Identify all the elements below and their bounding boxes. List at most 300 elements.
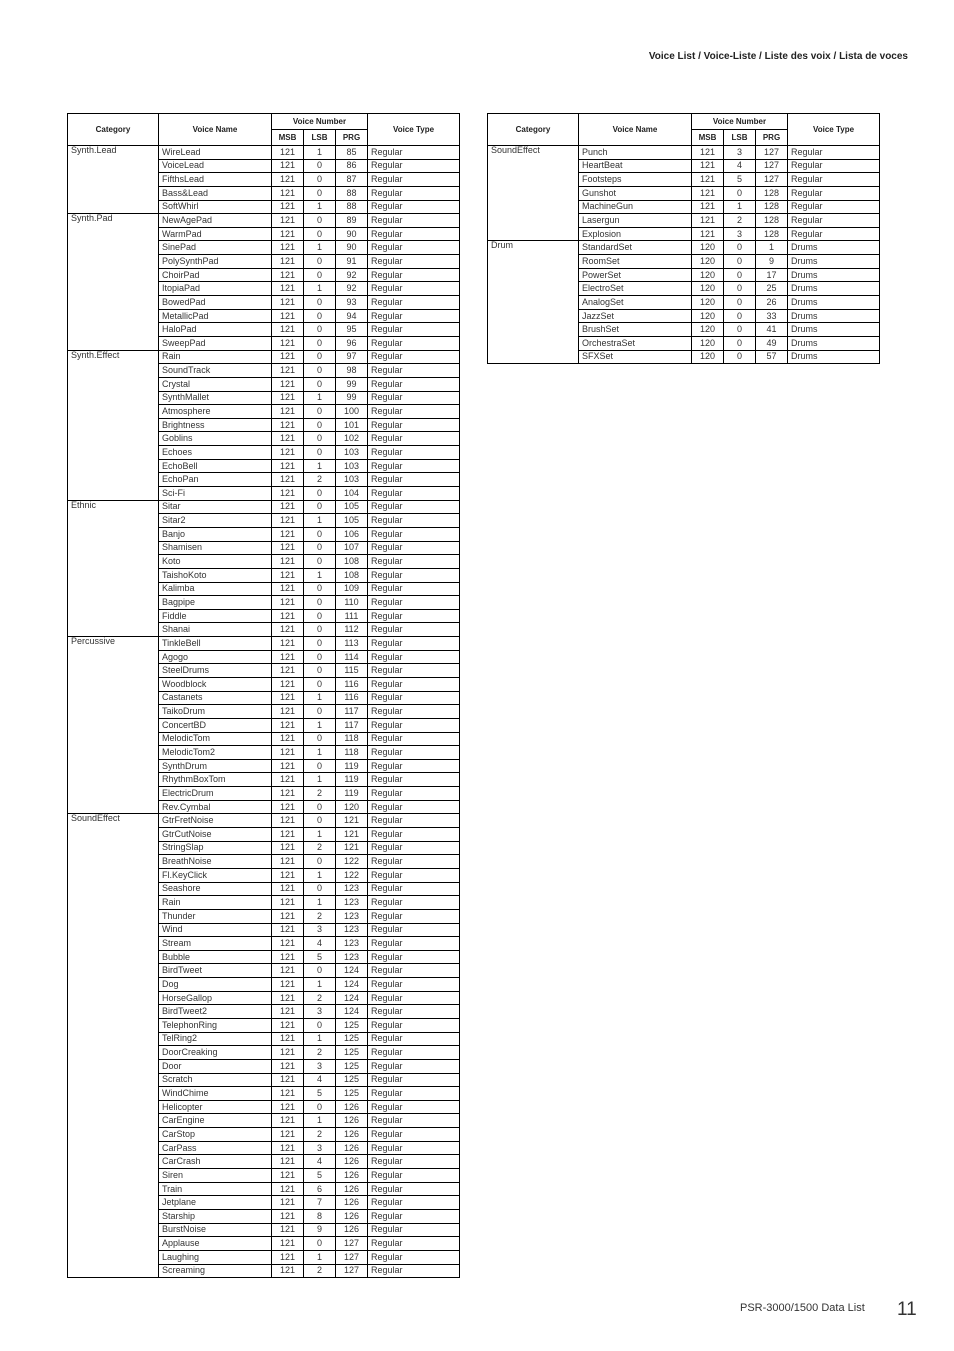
category-cell: [68, 391, 159, 405]
table-row: [68, 582, 460, 596]
prg-cell: 128: [756, 227, 788, 241]
voice-type-cell: Regular: [368, 1169, 460, 1183]
lsb-cell: 1: [304, 200, 336, 214]
voice-name-cell: BirdTweet: [159, 964, 272, 978]
category-cell: [68, 336, 159, 350]
msb-cell: 121: [272, 282, 304, 296]
msb-cell: 121: [272, 1046, 304, 1060]
lsb-cell: 0: [304, 255, 336, 269]
footer-document-title: PSR-3000/1500 Data List: [740, 1302, 865, 1314]
category-cell: [68, 241, 159, 255]
voice-name-cell: VoiceLead: [159, 159, 272, 173]
msb-cell: 121: [272, 541, 304, 555]
voice-name-cell: Sci-Fi: [159, 487, 272, 501]
lsb-cell: 7: [304, 1196, 336, 1210]
lsb-cell: 6: [304, 1182, 336, 1196]
table-row: [68, 609, 460, 623]
category-cell: [68, 1128, 159, 1142]
msb-cell: 121: [272, 759, 304, 773]
voice-type-cell: Regular: [368, 473, 460, 487]
lsb-cell: 0: [304, 1100, 336, 1114]
category-cell: [68, 159, 159, 173]
table-row: [488, 268, 880, 282]
prg-cell: 118: [336, 732, 368, 746]
category-cell: [68, 418, 159, 432]
table-row: [68, 1005, 460, 1019]
voice-type-cell: Regular: [368, 1237, 460, 1251]
table-row: [68, 186, 460, 200]
lsb-cell: 2: [304, 909, 336, 923]
lsb-cell: 2: [304, 1128, 336, 1142]
column-header-voice-type: Voice Type: [788, 114, 880, 146]
voice-type-cell: Drums: [788, 323, 880, 337]
voice-type-cell: Drums: [788, 336, 880, 350]
prg-cell: 100: [336, 405, 368, 419]
table-row: [68, 923, 460, 937]
category-cell: [68, 732, 159, 746]
voice-type-cell: Regular: [368, 1046, 460, 1060]
voice-name-cell: Stream: [159, 937, 272, 951]
msb-cell: 121: [272, 159, 304, 173]
table-row: [68, 336, 460, 350]
column-header-voice-name: Voice Name: [579, 114, 692, 146]
voice-name-cell: Shamisen: [159, 541, 272, 555]
table-row: [68, 773, 460, 787]
lsb-cell: 0: [304, 732, 336, 746]
table-row: [68, 705, 460, 719]
voice-name-cell: PolySynthPad: [159, 255, 272, 269]
category-cell: [68, 787, 159, 801]
lsb-cell: 0: [304, 487, 336, 501]
msb-cell: 121: [272, 500, 304, 514]
voice-name-cell: Footsteps: [579, 173, 692, 187]
category-cell: [68, 868, 159, 882]
voice-name-cell: Banjo: [159, 527, 272, 541]
table-row: [488, 255, 880, 269]
table-row: [68, 487, 460, 501]
table-row: [488, 200, 880, 214]
category-cell: [68, 1196, 159, 1210]
msb-cell: 120: [692, 336, 724, 350]
prg-cell: 102: [336, 432, 368, 446]
voice-type-cell: Regular: [368, 855, 460, 869]
msb-cell: 121: [272, 650, 304, 664]
voice-name-cell: Lasergun: [579, 214, 692, 228]
table-row: [488, 350, 880, 364]
voice-type-cell: Regular: [368, 487, 460, 501]
lsb-cell: 0: [304, 214, 336, 228]
voice-name-cell: Bubble: [159, 950, 272, 964]
msb-cell: 121: [272, 677, 304, 691]
lsb-cell: 0: [304, 705, 336, 719]
msb-cell: 121: [272, 1264, 304, 1278]
category-cell: [68, 991, 159, 1005]
category-cell: [68, 623, 159, 637]
category-cell: [68, 555, 159, 569]
category-cell: [68, 568, 159, 582]
msb-cell: 121: [272, 1005, 304, 1019]
voice-type-cell: Regular: [368, 1141, 460, 1155]
category-cell: [68, 377, 159, 391]
msb-cell: 121: [272, 1019, 304, 1033]
category-cell: [68, 841, 159, 855]
voice-type-cell: Regular: [368, 1196, 460, 1210]
voice-list-table-left: [67, 113, 460, 1278]
msb-cell: 121: [272, 691, 304, 705]
category-cell: Percussive: [68, 637, 159, 651]
prg-cell: 91: [336, 255, 368, 269]
msb-cell: 121: [272, 1059, 304, 1073]
category-cell: [488, 255, 579, 269]
table-row: [68, 500, 460, 514]
voice-type-cell: Regular: [368, 841, 460, 855]
voice-name-cell: PowerSet: [579, 268, 692, 282]
voice-type-cell: Regular: [368, 923, 460, 937]
prg-cell: 116: [336, 691, 368, 705]
prg-cell: 126: [336, 1196, 368, 1210]
prg-cell: 85: [336, 146, 368, 160]
voice-type-cell: Regular: [368, 1264, 460, 1278]
lsb-cell: 2: [304, 1046, 336, 1060]
msb-cell: 121: [272, 814, 304, 828]
table-row: [68, 377, 460, 391]
column-header-voice-number: Voice Number: [272, 114, 368, 130]
msb-cell: 121: [272, 336, 304, 350]
lsb-cell: 0: [304, 527, 336, 541]
prg-cell: 123: [336, 896, 368, 910]
voice-name-cell: SteelDrums: [159, 664, 272, 678]
msb-cell: 121: [692, 186, 724, 200]
page-header-title: Voice List / Voice-Liste / Liste des voix / Lista de voces: [648, 51, 908, 62]
voice-name-cell: Laughing: [159, 1250, 272, 1264]
table-row: [68, 759, 460, 773]
voice-name-cell: BreathNoise: [159, 855, 272, 869]
prg-cell: 128: [756, 214, 788, 228]
voice-name-cell: SoftWhirl: [159, 200, 272, 214]
msb-cell: 121: [272, 732, 304, 746]
msb-cell: 121: [272, 1141, 304, 1155]
prg-cell: 105: [336, 514, 368, 528]
prg-cell: 88: [336, 186, 368, 200]
lsb-cell: 4: [304, 937, 336, 951]
lsb-cell: 1: [304, 978, 336, 992]
voice-type-cell: Regular: [788, 200, 880, 214]
voice-type-cell: Regular: [368, 828, 460, 842]
voice-name-cell: Koto: [159, 555, 272, 569]
voice-name-cell: Fiddle: [159, 609, 272, 623]
lsb-cell: 1: [304, 746, 336, 760]
voice-name-cell: Echoes: [159, 446, 272, 460]
prg-cell: 96: [336, 336, 368, 350]
category-cell: [68, 828, 159, 842]
voice-name-cell: AnalogSet: [579, 296, 692, 310]
voice-type-cell: Drums: [788, 350, 880, 364]
category-cell: Drum: [488, 241, 579, 255]
msb-cell: 121: [272, 527, 304, 541]
lsb-cell: 8: [304, 1209, 336, 1223]
msb-cell: 121: [272, 1155, 304, 1169]
table-row: [68, 1237, 460, 1251]
lsb-cell: 3: [304, 1005, 336, 1019]
voice-name-cell: Door: [159, 1059, 272, 1073]
lsb-cell: 4: [304, 1155, 336, 1169]
table-row: [68, 459, 460, 473]
prg-cell: 103: [336, 446, 368, 460]
msb-cell: 121: [272, 582, 304, 596]
lsb-cell: 0: [304, 582, 336, 596]
voice-type-cell: Regular: [788, 173, 880, 187]
msb-cell: 121: [272, 596, 304, 610]
voice-name-cell: MelodicTom: [159, 732, 272, 746]
voice-type-cell: Regular: [368, 405, 460, 419]
voice-name-cell: BowedPad: [159, 296, 272, 310]
prg-cell: 125: [336, 1073, 368, 1087]
lsb-cell: 0: [304, 609, 336, 623]
category-cell: [68, 364, 159, 378]
voice-name-cell: RoomSet: [579, 255, 692, 269]
table-row: [68, 541, 460, 555]
lsb-cell: 0: [304, 964, 336, 978]
category-cell: [68, 487, 159, 501]
column-header-prg: PRG: [756, 130, 788, 146]
lsb-cell: 1: [304, 568, 336, 582]
lsb-cell: 0: [304, 323, 336, 337]
lsb-cell: 0: [724, 350, 756, 364]
prg-cell: 49: [756, 336, 788, 350]
voice-type-cell: Regular: [788, 227, 880, 241]
table-row: [68, 1169, 460, 1183]
voice-name-cell: Applause: [159, 1237, 272, 1251]
table-row: [68, 200, 460, 214]
msb-cell: 121: [272, 173, 304, 187]
lsb-cell: 0: [304, 309, 336, 323]
voice-type-cell: Regular: [368, 159, 460, 173]
lsb-cell: 1: [724, 200, 756, 214]
prg-cell: 113: [336, 637, 368, 651]
prg-cell: 33: [756, 309, 788, 323]
voice-name-cell: Castanets: [159, 691, 272, 705]
msb-cell: 120: [692, 282, 724, 296]
voice-type-cell: Regular: [368, 1209, 460, 1223]
lsb-cell: 0: [304, 800, 336, 814]
prg-cell: 109: [336, 582, 368, 596]
prg-cell: 104: [336, 487, 368, 501]
voice-type-cell: Regular: [368, 514, 460, 528]
prg-cell: 110: [336, 596, 368, 610]
voice-type-cell: Regular: [368, 555, 460, 569]
lsb-cell: 0: [724, 241, 756, 255]
prg-cell: 92: [336, 282, 368, 296]
category-cell: [68, 309, 159, 323]
prg-cell: 126: [336, 1100, 368, 1114]
msb-cell: 121: [272, 828, 304, 842]
voice-name-cell: BirdTweet2: [159, 1005, 272, 1019]
category-cell: [488, 296, 579, 310]
voice-type-cell: Regular: [368, 200, 460, 214]
voice-type-cell: Regular: [368, 268, 460, 282]
category-cell: [488, 323, 579, 337]
msb-cell: 121: [272, 1087, 304, 1101]
voice-name-cell: MetallicPad: [159, 309, 272, 323]
lsb-cell: 0: [304, 623, 336, 637]
voice-name-cell: Bagpipe: [159, 596, 272, 610]
lsb-cell: 0: [304, 541, 336, 555]
category-cell: [68, 950, 159, 964]
voice-name-cell: WindChime: [159, 1087, 272, 1101]
voice-type-cell: Regular: [788, 186, 880, 200]
category-cell: [68, 718, 159, 732]
msb-cell: 121: [272, 991, 304, 1005]
voice-name-cell: TelRing2: [159, 1032, 272, 1046]
msb-cell: 121: [692, 173, 724, 187]
lsb-cell: 2: [304, 841, 336, 855]
category-cell: [68, 609, 159, 623]
voice-type-cell: Drums: [788, 255, 880, 269]
lsb-cell: 3: [724, 227, 756, 241]
voice-type-cell: Drums: [788, 282, 880, 296]
voice-name-cell: RhythmBoxTom: [159, 773, 272, 787]
msb-cell: 121: [272, 1209, 304, 1223]
table-row: [68, 950, 460, 964]
table-row: [68, 1223, 460, 1237]
table-row: [68, 173, 460, 187]
voice-name-cell: CarEngine: [159, 1114, 272, 1128]
category-cell: [68, 186, 159, 200]
voice-name-cell: HeartBeat: [579, 159, 692, 173]
msb-cell: 121: [272, 773, 304, 787]
table-row: [68, 937, 460, 951]
lsb-cell: 0: [304, 377, 336, 391]
msb-cell: 121: [272, 923, 304, 937]
voice-type-cell: Regular: [368, 214, 460, 228]
msb-cell: 121: [272, 200, 304, 214]
lsb-cell: 1: [304, 896, 336, 910]
lsb-cell: 0: [304, 446, 336, 460]
table-row: [68, 623, 460, 637]
msb-cell: 121: [272, 800, 304, 814]
voice-type-cell: Regular: [368, 991, 460, 1005]
prg-cell: 124: [336, 978, 368, 992]
lsb-cell: 0: [304, 555, 336, 569]
category-cell: [68, 664, 159, 678]
category-cell: [68, 1087, 159, 1101]
prg-cell: 126: [336, 1114, 368, 1128]
msb-cell: 121: [692, 146, 724, 160]
voice-type-cell: Regular: [788, 159, 880, 173]
msb-cell: 121: [272, 841, 304, 855]
prg-cell: 126: [336, 1155, 368, 1169]
lsb-cell: 1: [304, 1032, 336, 1046]
lsb-cell: 0: [304, 268, 336, 282]
table-row: [68, 159, 460, 173]
category-cell: [68, 978, 159, 992]
category-cell: [68, 582, 159, 596]
prg-cell: 126: [336, 1182, 368, 1196]
prg-cell: 117: [336, 705, 368, 719]
voice-name-cell: OrchestraSet: [579, 336, 692, 350]
msb-cell: 121: [272, 1250, 304, 1264]
voice-type-cell: Regular: [368, 582, 460, 596]
voice-name-cell: Kalimba: [159, 582, 272, 596]
voice-list-table-right: [487, 113, 880, 364]
category-cell: [68, 323, 159, 337]
voice-type-cell: Regular: [368, 432, 460, 446]
lsb-cell: 5: [304, 1169, 336, 1183]
lsb-cell: 0: [304, 432, 336, 446]
table-row: [68, 432, 460, 446]
table-row: [68, 446, 460, 460]
voice-name-cell: StandardSet: [579, 241, 692, 255]
voice-name-cell: SoundTrack: [159, 364, 272, 378]
voice-type-cell: Drums: [788, 309, 880, 323]
voice-type-cell: Regular: [368, 282, 460, 296]
voice-name-cell: Rev.Cymbal: [159, 800, 272, 814]
voice-name-cell: SynthMallet: [159, 391, 272, 405]
prg-cell: 123: [336, 882, 368, 896]
prg-cell: 119: [336, 759, 368, 773]
table-row: [68, 1196, 460, 1210]
table-row: [68, 391, 460, 405]
prg-cell: 103: [336, 473, 368, 487]
column-header-lsb: LSB: [724, 130, 756, 146]
voice-type-cell: Regular: [368, 377, 460, 391]
lsb-cell: 1: [304, 691, 336, 705]
table-row: [488, 241, 880, 255]
voice-type-cell: Regular: [368, 950, 460, 964]
category-cell: [68, 268, 159, 282]
voice-name-cell: Starship: [159, 1209, 272, 1223]
category-cell: [68, 759, 159, 773]
lsb-cell: 4: [724, 159, 756, 173]
msb-cell: 121: [692, 227, 724, 241]
voice-type-cell: Regular: [368, 568, 460, 582]
category-cell: [68, 282, 159, 296]
category-cell: [68, 1046, 159, 1060]
column-header-voice-name: Voice Name: [159, 114, 272, 146]
msb-cell: 120: [692, 241, 724, 255]
voice-type-cell: Regular: [368, 882, 460, 896]
prg-cell: 119: [336, 773, 368, 787]
lsb-cell: 2: [304, 991, 336, 1005]
msb-cell: 121: [272, 432, 304, 446]
voice-name-cell: TaikoDrum: [159, 705, 272, 719]
category-cell: [68, 705, 159, 719]
prg-cell: 99: [336, 377, 368, 391]
table-row: [68, 296, 460, 310]
table-row: [68, 732, 460, 746]
voice-name-cell: FifthsLead: [159, 173, 272, 187]
voice-type-cell: Regular: [368, 691, 460, 705]
category-cell: [68, 1264, 159, 1278]
voice-type-cell: Regular: [368, 446, 460, 460]
prg-cell: 105: [336, 500, 368, 514]
table-row: [488, 173, 880, 187]
lsb-cell: 0: [304, 882, 336, 896]
lsb-cell: 5: [724, 173, 756, 187]
table-row: [68, 677, 460, 691]
table-row: [68, 1059, 460, 1073]
msb-cell: 120: [692, 268, 724, 282]
msb-cell: 121: [272, 309, 304, 323]
msb-cell: 120: [692, 309, 724, 323]
prg-cell: 108: [336, 555, 368, 569]
voice-name-cell: Fl.KeyClick: [159, 868, 272, 882]
msb-cell: 121: [272, 350, 304, 364]
category-cell: SoundEffect: [488, 146, 579, 160]
lsb-cell: 1: [304, 1114, 336, 1128]
category-cell: [68, 514, 159, 528]
msb-cell: 121: [272, 705, 304, 719]
